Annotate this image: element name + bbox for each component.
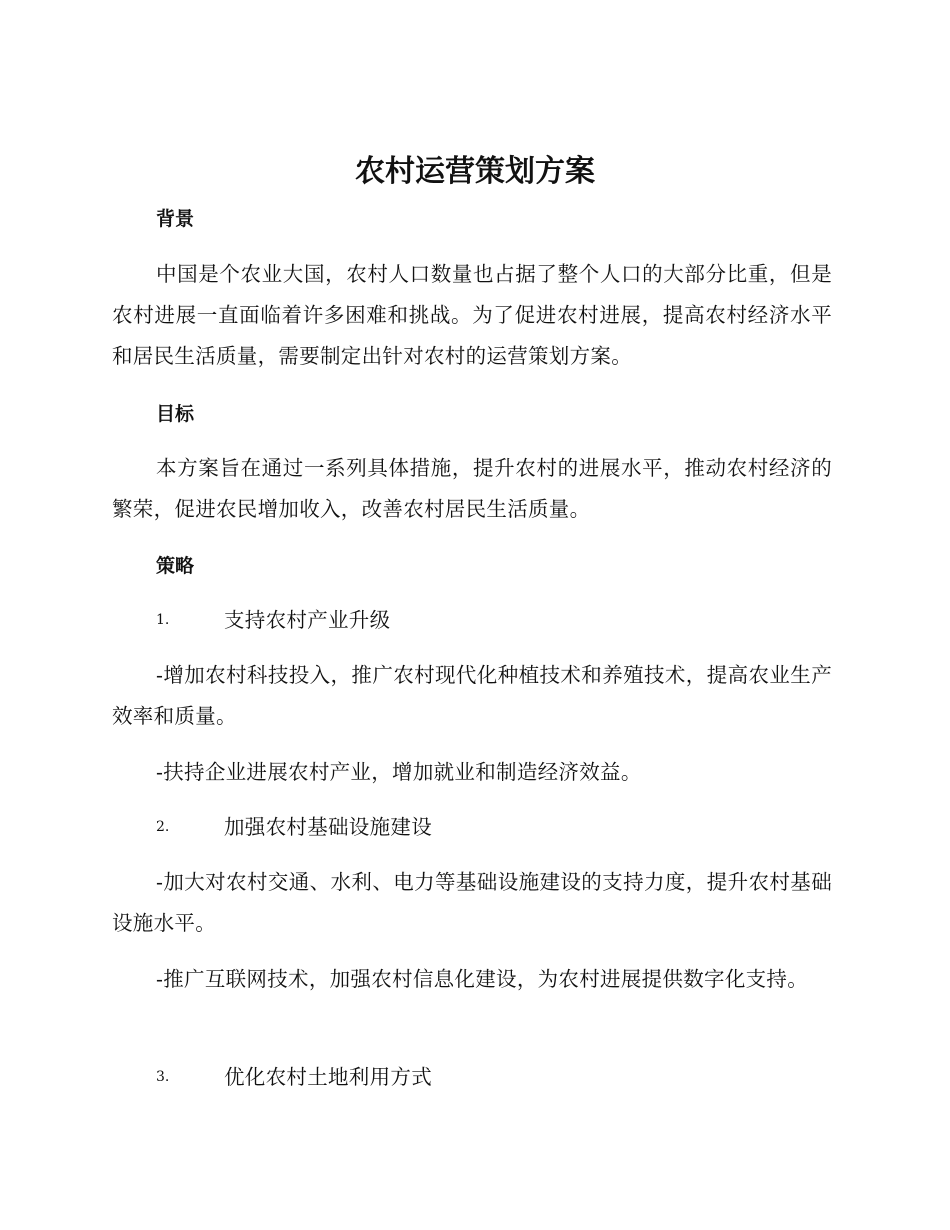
document-title: 农村运营策划方案 [355, 154, 595, 189]
background-paragraph: 中国是个农业大国，农村人口数量也占据了整个人口的大部分比重，但是农村进展一直面临着许多困难和挑战。为了促进农村进展，提高农村经济水平和居民生活质量，需要制定出针对农村的运营策划方案。 [112, 262, 832, 368]
goal-paragraph: 本方案旨在通过一系列具体措施，提升农村的进展水平，推动农村经济的繁荣，促进农民增加收入，改善农村居民生活质量。 [112, 456, 832, 521]
strategy-point: -推广互联网技术，加强农村信息化建设，为农村进展提供数字化支持。 [156, 967, 809, 991]
section-heading-strategy: 策略 [156, 555, 195, 577]
list-number: 3. [156, 1069, 170, 1085]
list-number: 1. [156, 612, 170, 628]
section-heading-goal: 目标 [156, 403, 195, 425]
list-number: 2. [156, 819, 170, 835]
list-item-title: 支持农村产业升级 [224, 608, 391, 632]
list-item-title: 加强农村基础设施建设 [224, 815, 432, 839]
section-heading-background: 背景 [156, 208, 195, 230]
strategy-point: -扶持企业进展农村产业，增加就业和制造经济效益。 [156, 760, 642, 784]
strategy-point: -加大对农村交通、水利、电力等基础设施建设的支持力度，提升农村基础设施水平。 [112, 870, 832, 935]
list-item-title: 优化农村土地利用方式 [224, 1065, 432, 1089]
strategy-point: -增加农村科技投入，推广农村现代化种植技术和养殖技术，提高农业生产效率和质量。 [112, 663, 832, 728]
